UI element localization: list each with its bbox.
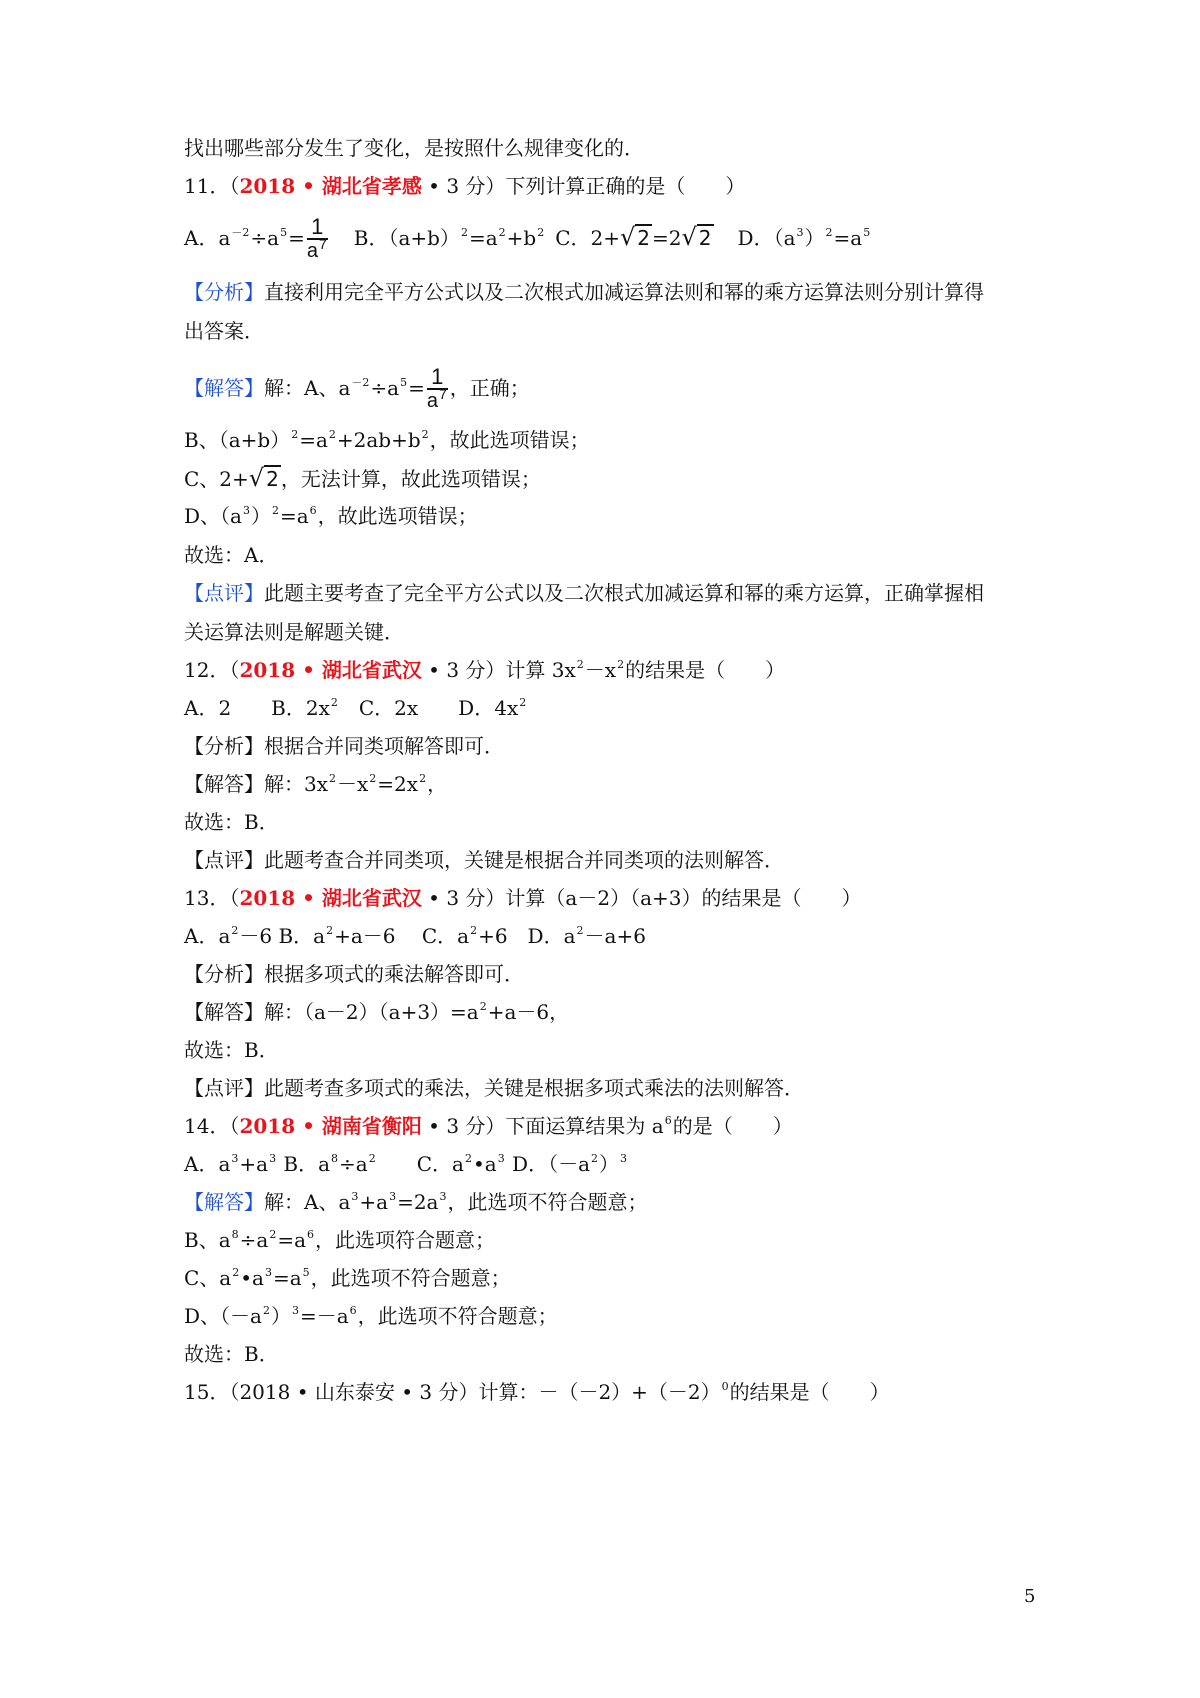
q12-score-2: －x	[584, 658, 617, 682]
q14-opt-e1: 3	[231, 1152, 239, 1165]
q11-opt-c-mid: =2	[652, 226, 682, 250]
q11-opt-b: B．（a+b）	[353, 226, 460, 250]
fraction-den-exp: 7	[318, 236, 327, 252]
q13-number: 13．（	[184, 886, 240, 910]
sqrt-symbol: √ 2	[248, 464, 279, 492]
q11-opt-b-exp2: 2	[498, 226, 506, 239]
q11-opt-c: C．2+	[555, 226, 620, 250]
analysis-text: 直接利用完全平方公式以及二次根式加减运算法则和幂的乘方运算法则分别计算得	[264, 280, 984, 304]
sqrt-symbol: √ 2	[619, 223, 651, 251]
q14-answer-c-2: •a	[240, 1266, 264, 1290]
q14-answer-a-4: ，此选项不符合题意；	[447, 1190, 648, 1214]
answer-tag: 【解答】	[184, 1190, 264, 1214]
q11-stem	[184, 172, 1044, 200]
q11-source: 2018 • 湖北省孝感	[239, 174, 422, 198]
answer-d-exp2: 2	[271, 504, 279, 517]
answer-a-prefix: 解：A、a	[264, 376, 351, 400]
answer-c-2: ，无法计算，故此选项错误；	[280, 467, 541, 491]
q14-exp: 6	[664, 1114, 672, 1127]
q11-opt-b-exp3: 2	[537, 226, 545, 239]
q14-b-e1: 8	[231, 1228, 239, 1241]
q13-answer	[184, 998, 1044, 1030]
q12-stem	[184, 656, 1044, 688]
q15-line-2: 的结果是（ ）	[729, 1380, 890, 1404]
answer-b-exp1: 2	[291, 428, 299, 441]
q15-stem	[184, 1378, 1044, 1410]
q11-opt-d-mid: ）	[804, 226, 825, 250]
comment-text: 此题主要考查了完全平方公式以及二次根式加减运算和幂的乘方运算，正确掌握相	[264, 581, 984, 605]
q11-opt-d-exp1: 3	[796, 226, 804, 239]
q14-answer-d-4: ，此选项不符合题意；	[357, 1304, 558, 1328]
q14-answer-c-3: =a	[272, 1266, 302, 1290]
q11-opt-a-fraction	[307, 216, 328, 263]
q12-opt-exp: 2	[330, 696, 338, 709]
q11-opt-d-rest: =a	[833, 226, 863, 250]
q13-score: • 3 分）计算（a－2）（a+3）的结果是（ ）	[421, 886, 862, 910]
q14-opt-2: +a	[239, 1152, 269, 1176]
q14-answer-d-2: ）	[270, 1304, 291, 1328]
q14-d-e3: 6	[349, 1304, 357, 1317]
q13-opt-2: －6 B．a	[239, 924, 326, 948]
q13-opt-1: A．a	[184, 924, 231, 948]
answer-b-exp3: 2	[421, 428, 429, 441]
q14-answer-c-1: C、a	[184, 1266, 232, 1290]
page-number: 5	[1024, 1586, 1036, 1607]
q14-opt-e5: 2	[464, 1152, 472, 1165]
q13-opt-4: +6 D．a	[478, 924, 576, 948]
q14-opt-5: C．a	[376, 1152, 464, 1176]
q14-a-e3: 3	[439, 1190, 447, 1203]
q14-b-e3: 6	[307, 1228, 314, 1241]
sqrt-radicand: 2	[698, 226, 712, 250]
q12-options	[184, 694, 1044, 726]
q11-opt-b-rest2: +b	[506, 226, 537, 250]
q12-score-1: • 3 分）计算 3x	[421, 658, 576, 682]
answer-d-exp1: 3	[242, 504, 250, 517]
answer-d-3: =a	[279, 504, 309, 528]
q14-choose: 故选：B．	[184, 1342, 279, 1366]
q12-comment: 【点评】此题考查合并同类项，关键是根据合并同类项的法则解答．	[184, 848, 784, 872]
fraction-den-base: a	[426, 390, 438, 412]
q14-stem	[184, 1112, 1044, 1144]
answer-d-exp3: 6	[309, 504, 317, 517]
sqrt-radicand: 2	[266, 467, 279, 491]
q11-opt-b-rest: =a	[468, 226, 498, 250]
answer-b-1: B、（a+b）	[184, 428, 291, 452]
q14-answer-b-1: B、a	[184, 1228, 231, 1252]
q14-opt-8: ）	[599, 1152, 620, 1176]
q11-analysis	[184, 278, 1044, 306]
q14-answer-a-2: +a	[359, 1190, 389, 1214]
fraction-denominator	[306, 236, 328, 263]
q14-answer-a	[184, 1188, 1044, 1220]
q12-score-3: 的结果是（ ）	[625, 658, 786, 682]
q14-answer-a-1: 解：A、a	[264, 1190, 351, 1214]
q14-c-e3: 5	[302, 1266, 310, 1279]
fraction-denominator	[426, 386, 448, 413]
q13-options	[184, 922, 1044, 954]
q15-exp: 0	[721, 1380, 729, 1393]
answer-b-exp2: 2	[328, 428, 336, 441]
q12-answer-2: －x	[337, 772, 369, 796]
q12-choose: 故选：B．	[184, 810, 279, 834]
q13-opt-3: +a－6 C．a	[334, 924, 470, 948]
q14-opt-e2: 3	[269, 1152, 277, 1165]
q11-number: 11．（	[184, 174, 240, 198]
q11-opt-a-eq: =	[288, 226, 305, 250]
q14-opt-e8: 3	[620, 1152, 628, 1165]
q11-options	[184, 216, 1044, 263]
q14-answer-b-2: ÷a	[239, 1228, 269, 1252]
fraction-den-base: a	[306, 240, 318, 262]
q12-exp1: 2	[576, 658, 584, 671]
answer-a-mid: ÷a	[370, 376, 400, 400]
q13-opt-e3: 2	[470, 924, 478, 937]
answer-b-3: +2ab+b	[336, 428, 421, 452]
q13-answer-2: +a－6，	[487, 1000, 570, 1024]
q12-ans-exp3: 2	[419, 772, 427, 785]
q14-opt-7: D．（－a	[505, 1152, 591, 1176]
q11-opt-d-exp3: 5	[863, 226, 871, 239]
analysis-tag: 【分析】	[184, 280, 264, 304]
q14-b-e2: 2	[269, 1228, 277, 1241]
q14-answer-d-1: D、（－a	[184, 1304, 262, 1328]
q11-answer-a	[184, 366, 1044, 413]
q14-d-e1: 2	[262, 1304, 270, 1317]
q14-answer-b-3: =a	[277, 1228, 306, 1252]
q14-a-e1: 3	[351, 1190, 359, 1203]
intro-line: 找出哪些部分发生了变化，是按照什么规律变化的．	[184, 136, 644, 160]
answer-a-exp2: 5	[400, 376, 408, 389]
q15-line-1: 15．（2018 • 山东泰安 • 3 分）计算：－（－2）+（－2）	[184, 1380, 721, 1404]
q13-answer-1: 【解答】解：（a－2）（a+3）=a	[184, 1000, 479, 1024]
answer-b-2: =a	[299, 428, 328, 452]
q11-opt-b-exp: 2	[460, 226, 468, 239]
q14-options	[184, 1150, 1044, 1182]
answer-tag: 【解答】	[184, 376, 264, 400]
q12-source: 2018 • 湖北省武汉	[239, 658, 422, 682]
q11-comment-cont: 关运算法则是解题关键．	[184, 620, 404, 644]
q11-opt-a-exp2: 5	[280, 226, 288, 239]
q12-ans-exp1: 2	[329, 772, 337, 785]
q14-opt-e6: 3	[497, 1152, 505, 1165]
q11-opt-d-exp2: 2	[825, 226, 833, 239]
fraction-numerator: 1	[427, 366, 448, 390]
q13-opt-e2: 2	[326, 924, 334, 937]
q14-source: 2018 • 湖南省衡阳	[239, 1114, 422, 1138]
q14-opt-1: A．a	[184, 1152, 231, 1176]
q11-comment	[184, 579, 1044, 607]
q12-answer	[184, 770, 1044, 802]
q11-choose: 故选：A．	[184, 543, 279, 567]
answer-a-fraction	[427, 366, 448, 413]
q11-opt-a: A．a	[184, 226, 231, 250]
q14-opt-6: •a	[472, 1152, 497, 1176]
fraction-numerator: 1	[307, 216, 328, 240]
q13-analysis: 【分析】根据多项式的乘法解答即可．	[184, 962, 524, 986]
q14-answer-d-3: =－a	[299, 1304, 349, 1328]
q11-answer-b	[184, 426, 1044, 458]
q12-opt-exp2: 2	[519, 696, 527, 709]
q13-opt-5: －a+6	[584, 924, 646, 948]
q14-opt-e7: 2	[591, 1152, 599, 1165]
q11-score: • 3 分）下列计算正确的是（ ）	[421, 174, 746, 198]
q13-stem	[184, 884, 1044, 912]
q13-choose: 故选：B．	[184, 1038, 279, 1062]
q13-opt-e4: 2	[576, 924, 584, 937]
q14-c-e1: 2	[232, 1266, 240, 1279]
q12-answer-3: =2x	[377, 772, 419, 796]
q11-analysis-cont: 出答案．	[184, 319, 264, 343]
q14-d-e2: 3	[291, 1304, 299, 1317]
q11-opt-a-exp1: －2	[231, 226, 250, 239]
q12-options-2: C．2x D．4x	[338, 696, 519, 720]
q14-answer-a-3: =2a	[397, 1190, 439, 1214]
q12-options-1: A．2 B．2x	[184, 696, 330, 720]
q12-answer-1: 【解答】解：3x	[184, 772, 329, 796]
q14-opt-e4: 2	[368, 1152, 376, 1165]
answer-c-1: C、2+	[184, 467, 249, 491]
q13-ans-exp: 2	[479, 1000, 487, 1013]
comment-tag: 【点评】	[184, 581, 264, 605]
sqrt-radicand: 2	[637, 226, 651, 250]
q13-source: 2018 • 湖北省武汉	[239, 886, 422, 910]
answer-a-exp1: －2	[351, 376, 370, 389]
q14-opt-3: B．a	[277, 1152, 331, 1176]
q11-answer-c	[184, 464, 1044, 493]
q12-analysis: 【分析】根据合并同类项解答即可．	[184, 734, 504, 758]
q14-a-e2: 3	[389, 1190, 397, 1203]
q14-answer-d	[184, 1302, 1044, 1334]
q14-answer-c-4: ，此选项不符合题意；	[310, 1266, 511, 1290]
q11-answer-d	[184, 502, 1044, 534]
q12-exp2: 2	[617, 658, 625, 671]
q14-answer-b-4: ，此选项符合题意；	[315, 1228, 495, 1252]
answer-a-tail: ，正确；	[449, 376, 530, 400]
answer-d-4: ，故此选项错误；	[317, 504, 478, 528]
q14-score-1: • 3 分）下面运算结果为 a	[421, 1114, 664, 1138]
q14-opt-e3: 8	[331, 1152, 339, 1165]
q14-number: 14．（	[184, 1114, 240, 1138]
answer-b-4: ，故此选项错误；	[429, 428, 590, 452]
q12-number: 12．（	[184, 658, 240, 682]
q14-answer-c	[184, 1264, 1044, 1296]
answer-d-1: D、（a	[184, 504, 242, 528]
q11-opt-a-mid: ÷a	[250, 226, 280, 250]
answer-d-2: ）	[250, 504, 271, 528]
sqrt-symbol: √ 2	[681, 223, 712, 251]
q13-comment: 【点评】此题考查多项式的乘法，关键是根据多项式乘法的法则解答．	[184, 1076, 804, 1100]
q13-opt-e1: 2	[231, 924, 239, 937]
q11-opt-d: D．（a	[737, 226, 796, 250]
q14-c-e2: 3	[264, 1266, 272, 1279]
q14-opt-4: ÷a	[339, 1152, 368, 1176]
q14-score-2: 的是（ ）	[672, 1114, 793, 1138]
answer-a-eq: =	[408, 376, 425, 400]
fraction-den-exp: 7	[438, 386, 447, 402]
q12-ans-exp2: 2	[369, 772, 377, 785]
q14-answer-b	[184, 1226, 1044, 1258]
q12-answer-4: ，	[427, 772, 448, 796]
